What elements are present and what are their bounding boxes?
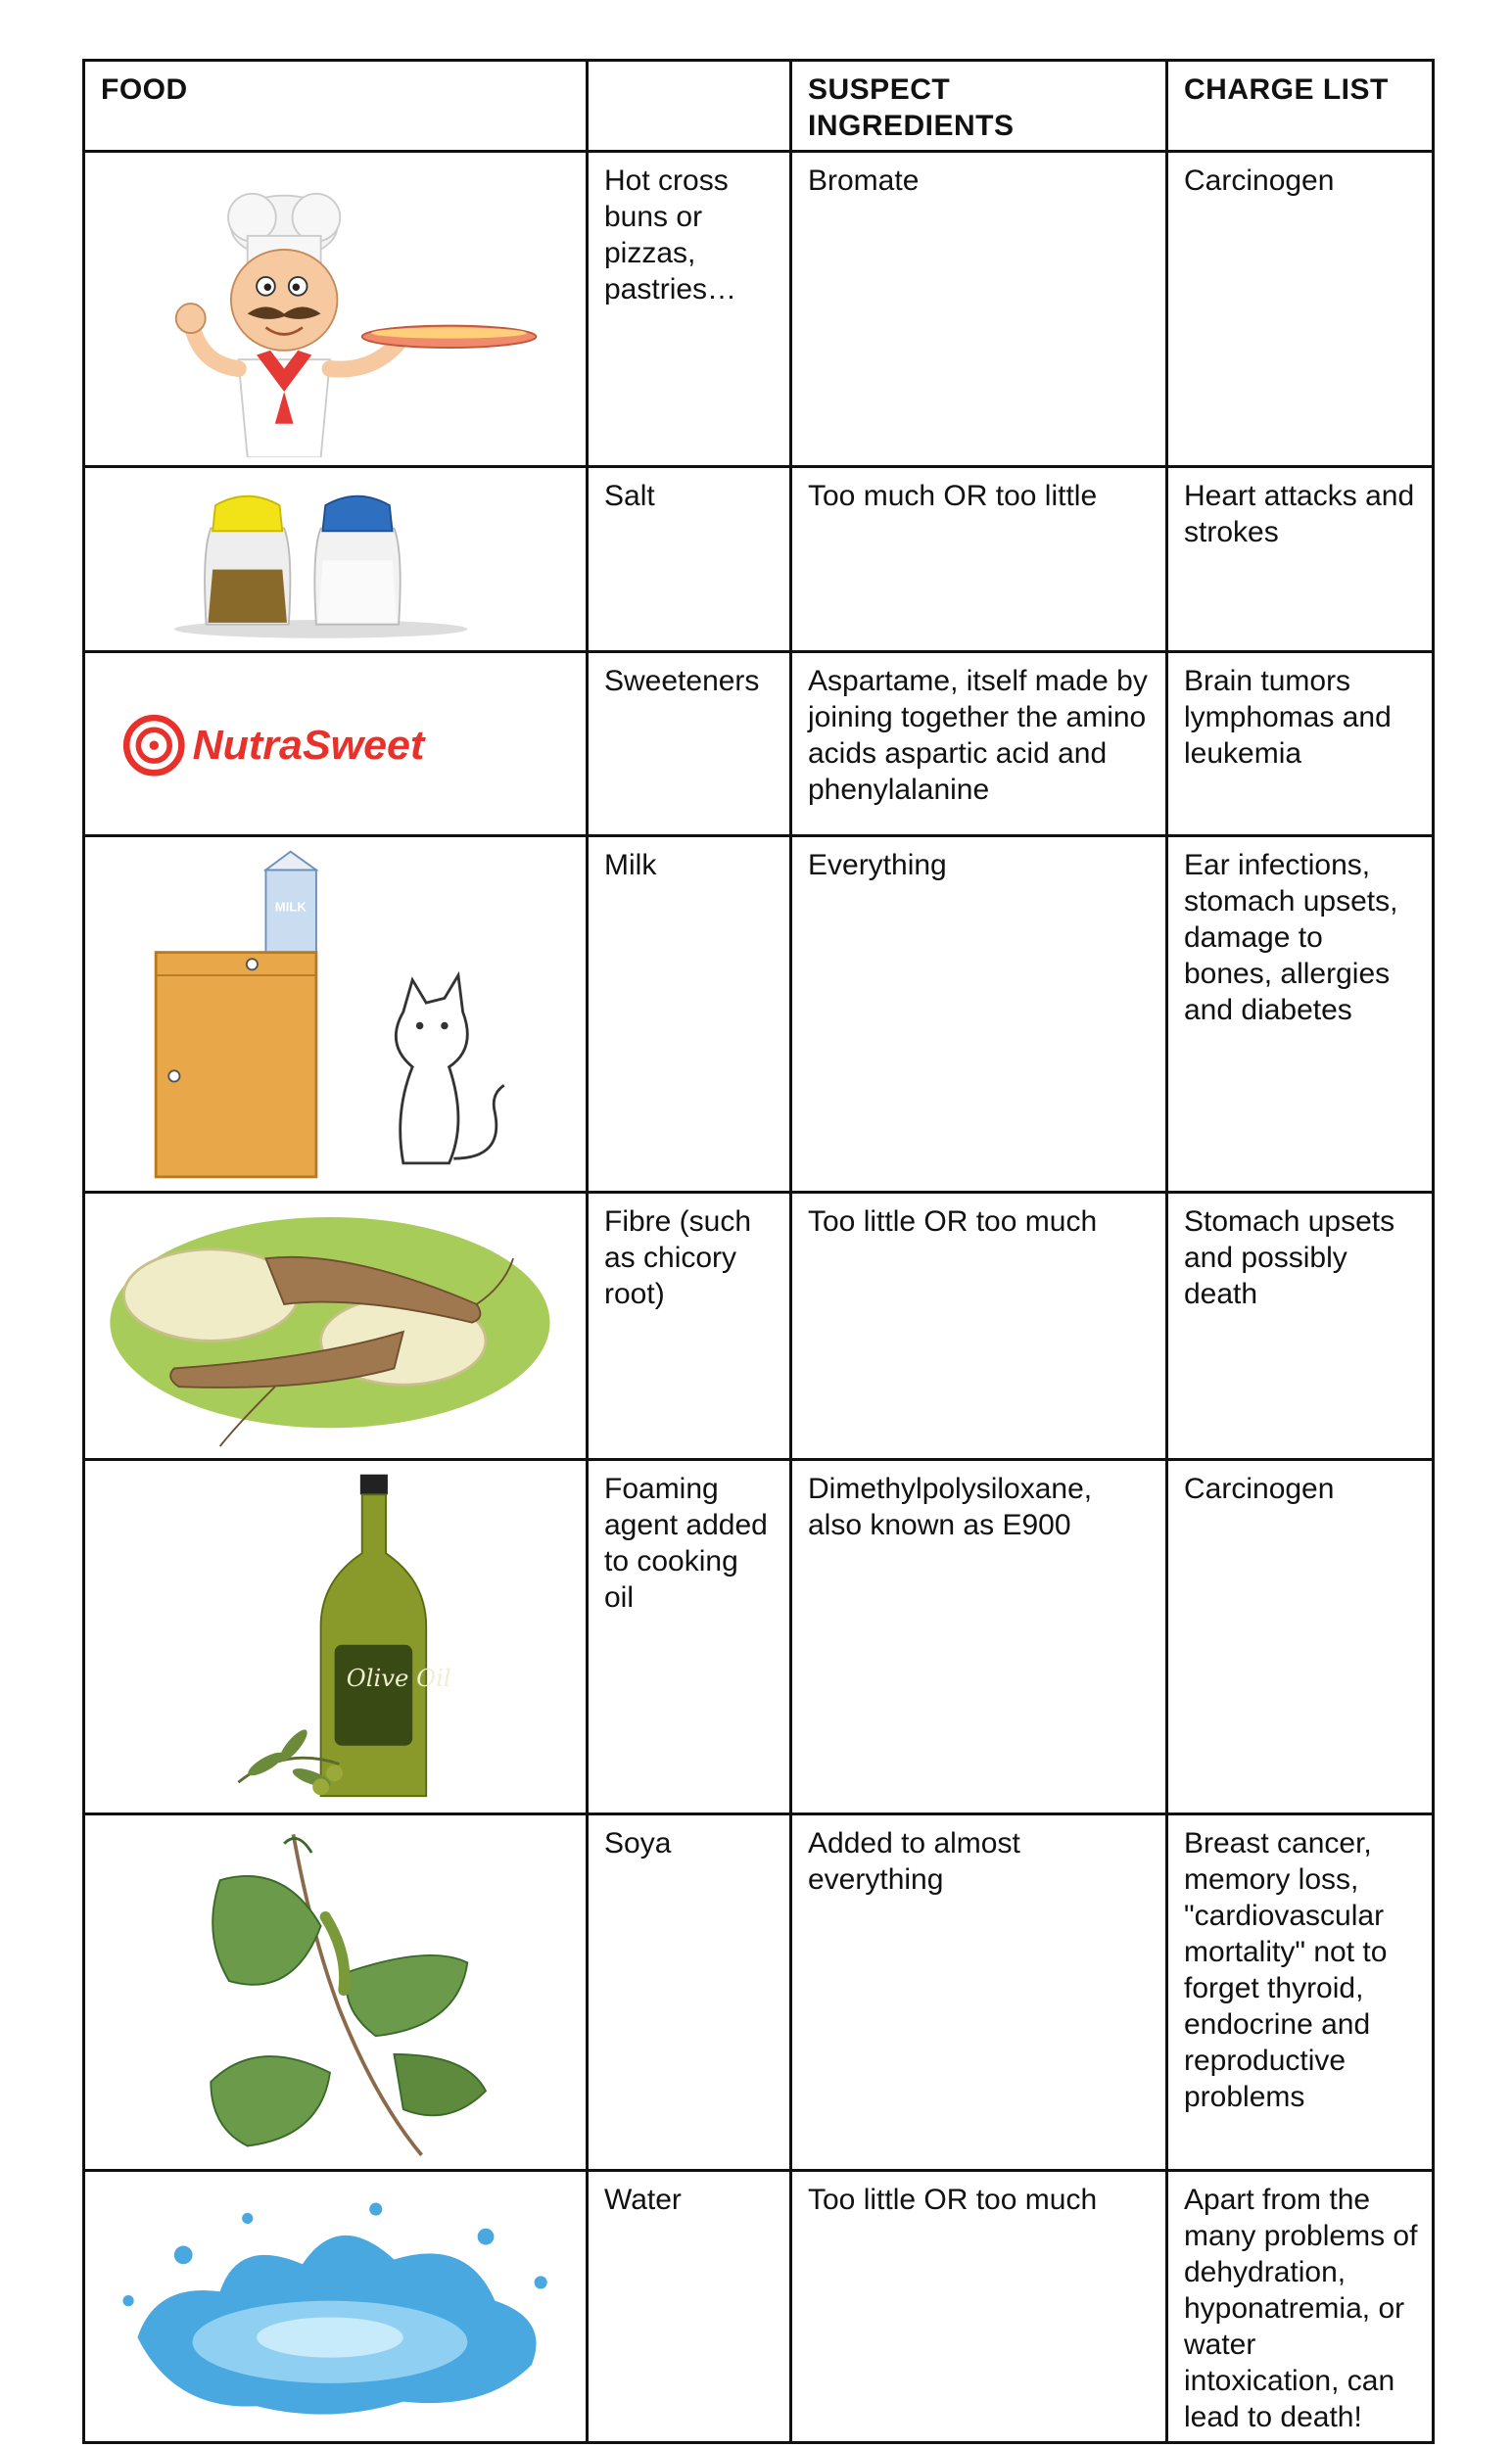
- charge-list: Apart from the many problems of dehydration, hyponatremia, or water intoxication, can lead to death!: [1167, 2171, 1434, 2443]
- chicory-root-icon: [84, 1192, 588, 1460]
- food-item: Fibre (such as chicory root): [588, 1192, 791, 1460]
- food-item: Foaming agent added to cooking oil: [588, 1460, 791, 1814]
- charge-list: Heart attacks and strokes: [1167, 467, 1434, 652]
- nutrasweet-logo: [84, 652, 588, 835]
- charge-list: Carcinogen: [1167, 1460, 1434, 1814]
- table-row: [84, 2171, 1434, 2443]
- milk-carton-label: MILK: [274, 899, 307, 915]
- table-row: [84, 835, 1434, 1192]
- food-item: Salt: [588, 467, 791, 652]
- charge-list: Breast cancer, memory loss, "cardiovascular mortality" not to forget thyroid, endocrine and reproductive problems: [1167, 1814, 1434, 2171]
- suspect-ingredient: Too little OR too much: [791, 1192, 1167, 1460]
- nutrasweet-logo-text: NutraSweet: [192, 722, 425, 770]
- food-item: Milk: [588, 835, 791, 1192]
- table-row: [84, 1814, 1434, 2171]
- charge-list: Brain tumors lymphomas and leukemia: [1167, 652, 1434, 835]
- table-row: [84, 1192, 1434, 1460]
- food-charge-table: [82, 59, 1435, 2444]
- header-charge-list: CHARGE LIST: [1167, 61, 1434, 152]
- suspect-ingredient: Aspartame, itself made by joining together the amino acids aspartic acid and phenylalanine: [791, 652, 1167, 835]
- suspect-ingredient: Bromate: [791, 152, 1167, 467]
- header-blank: [588, 61, 791, 152]
- table-header-row: [84, 61, 1434, 152]
- soy-plant-icon: [84, 1814, 588, 2171]
- suspect-ingredient: Everything: [791, 835, 1167, 1192]
- suspect-ingredient: Dimethylpolysiloxane, also known as E900: [791, 1460, 1167, 1814]
- table-row: [84, 1460, 1434, 1814]
- table-row: [84, 152, 1434, 467]
- water-splash-icon: [84, 2171, 588, 2443]
- suspect-ingredient: Too little OR too much: [791, 2171, 1167, 2443]
- salt-pepper-shakers-icon: [84, 467, 588, 652]
- charge-list: Ear infections, stomach upsets, damage to bones, allergies and diabetes: [1167, 835, 1434, 1192]
- olive-oil-bottle-icon: [84, 1460, 588, 1814]
- chef-icon: [84, 152, 588, 467]
- food-item: Hot cross buns or pizzas, pastries…: [588, 152, 791, 467]
- food-item: Water: [588, 2171, 791, 2443]
- header-food: FOOD: [84, 61, 588, 152]
- suspect-ingredient: Too much OR too little: [791, 467, 1167, 652]
- food-item: Sweeteners: [588, 652, 791, 835]
- charge-list: Carcinogen: [1167, 152, 1434, 467]
- table-row: [84, 467, 1434, 652]
- olive-oil-label-text: Olive Oil: [346, 1664, 451, 1693]
- table-row: [84, 652, 1434, 835]
- charge-list: Stomach upsets and possibly death: [1167, 1192, 1434, 1460]
- food-item: Soya: [588, 1814, 791, 2171]
- milk-cat-icon: [84, 835, 588, 1192]
- suspect-ingredient: Added to almost everything: [791, 1814, 1167, 2171]
- header-suspect-ingredients: SUSPECT INGREDIENTS: [791, 61, 1167, 152]
